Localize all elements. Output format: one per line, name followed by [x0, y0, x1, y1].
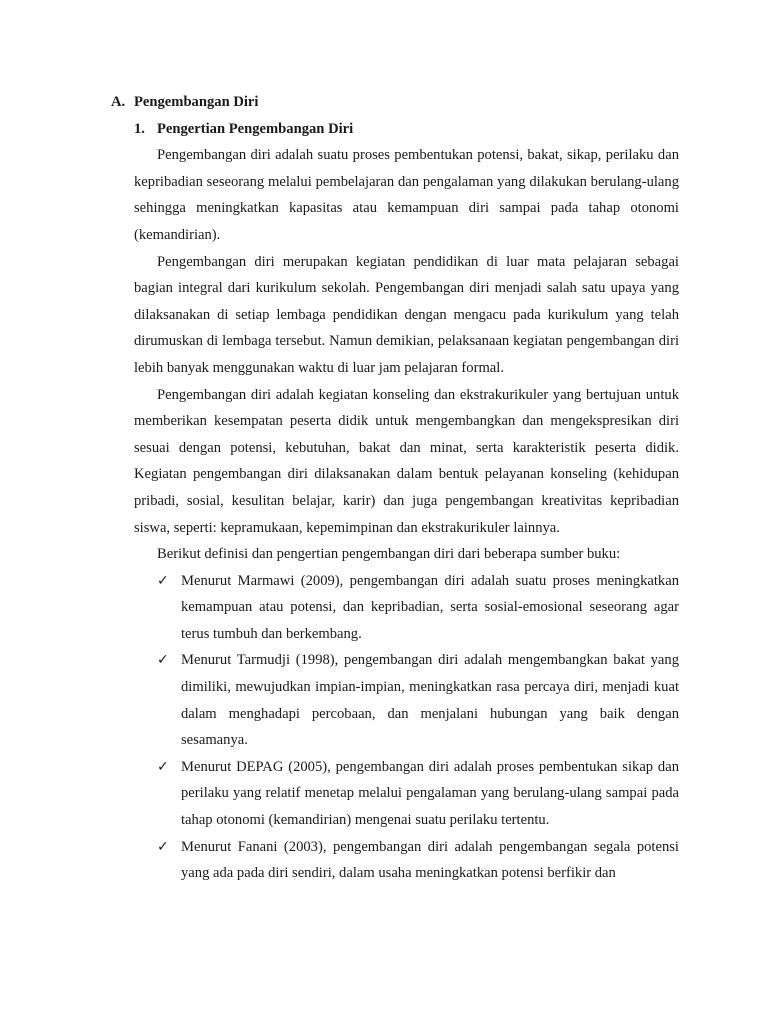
checkmark-icon: ✓ — [157, 652, 169, 669]
subsection-title: Pengertian Pengembangan Diri — [157, 120, 354, 137]
definition-text: Menurut Fanani (2003), pengembangan diri adalah pengembangan segala potensi yang ada pada diri sendiri, dalam usaha meningkatkan potensi berfikir dan — [181, 838, 679, 882]
paragraph: Pengembangan diri adalah suatu proses pembentukan potensi, bakat, sikap, perilaku dan kepribadian seseorang melalui pembelajaran dan pengalaman yang dilakukan berulang-ulang sehingga meningkatkan kapasitas atau kemampuan diri sampai pada tahap otonomi (kemandirian). — [134, 147, 679, 243]
definition-text: Menurut Marmawi (2009), pengembangan diri adalah suatu proses meningkatkan kemampuan atau potensi, dan kepribadian, serta sosial-emosional seseorang agar terus tumbuh dan berkembang. — [181, 572, 679, 642]
list-item — [157, 647, 679, 753]
section-title: Pengembangan Diri — [134, 94, 259, 110]
checkmark-icon: ✓ — [157, 758, 169, 775]
paragraph: Berikut definisi dan pengertian pengembangan diri dari beberapa sumber buku: — [157, 546, 621, 563]
paragraph: Pengembangan diri adalah kegiatan konseling dan ekstrakurikuler yang bertujuan untuk memberikan kesempatan peserta didik untuk mengembangkan dan mengekspresikan diri sesuai dengan potensi, kebutuhan, bakat dan minat, serta karakteristik peserta didik. Kegiatan pengembangan diri dilaksanakan dalam bentuk pelayanan konseling (kehidupan pribadi, sosial, kesulitan belajar, karir) dan juga pengembangan kreativitas kepribadian siswa, seperti: kepramukaan, kepemimpinan dan ekstrakurikuler lainnya. — [134, 386, 679, 536]
subsection-number: 1. — [134, 120, 145, 137]
subsection-heading — [134, 116, 679, 143]
list-item — [157, 834, 679, 887]
checkmark-icon: ✓ — [157, 838, 169, 855]
paragraph: Pengembangan diri merupakan kegiatan pendidikan di luar mata pelajaran sebagai bagian integral dari kurikulum sekolah. Pengembangan diri menjadi salah satu upaya yang dilaksanakan di setiap lembaga pendidikan dengan mengacu pada kurikulum yang telah dirumuskan di lembaga tersebut. Namun demikian, pelaksanaan kegiatan pengembangan diri lebih banyak menggunakan waktu di luar jam pelajaran formal. — [134, 253, 679, 376]
list-item — [157, 754, 679, 834]
definition-list — [111, 568, 679, 887]
definition-text: Menurut Tarmudji (1998), pengembangan diri adalah mengembangkan bakat yang dimiliki, mewujudkan impian-impian, meningkatkan rasa percaya diri, menjadi kuat dalam menghadapi percobaan, dan menjalani hubungan yang baik dengan sesamanya. — [181, 652, 679, 749]
checkmark-icon: ✓ — [157, 572, 169, 589]
section-number: A. — [111, 94, 126, 110]
section-heading — [111, 89, 679, 116]
document-body — [111, 89, 679, 887]
list-item — [157, 568, 679, 648]
definition-text: Menurut DEPAG (2005), pengembangan diri adalah proses pembentukan sikap dan perilaku yang relatif menetap melalui pengalaman yang berulang-ulang sampai pada tahap otonomi (kemandirian) mengenai suatu perilaku tertentu. — [181, 758, 679, 829]
